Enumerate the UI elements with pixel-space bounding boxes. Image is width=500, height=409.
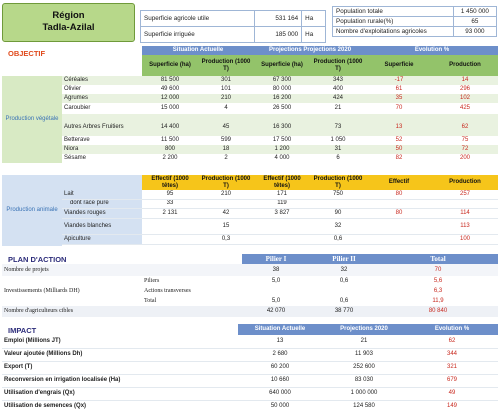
impact-label: Export (T) — [2, 361, 238, 374]
population-row — [333, 27, 497, 37]
col-superficie: Superficie (ha) — [142, 55, 198, 76]
surface-unit: Ha — [302, 27, 326, 43]
crop-name: Sésame — [62, 154, 142, 163]
table-row — [2, 374, 498, 387]
cell-value: 400 — [310, 85, 366, 94]
cell-value: 38 770 — [334, 308, 354, 314]
cell-evolution: 82 — [366, 154, 432, 163]
cell-value: 343 — [310, 76, 366, 85]
animal-name: dont race pure — [62, 199, 142, 208]
cell-value: 3 827 — [254, 208, 310, 218]
table-row — [2, 276, 498, 286]
cell-value: 80 000 — [254, 85, 310, 94]
cell-value: 0,6 — [339, 277, 349, 284]
cell-total: 70 — [434, 266, 442, 273]
cell-value: 21 — [322, 335, 406, 348]
crop-name: Caroubier — [62, 103, 142, 114]
cell-value: 424 — [310, 94, 366, 103]
table-row — [2, 154, 498, 163]
population-value: 93 000 — [453, 27, 496, 37]
cell-value: 2 131 — [142, 208, 198, 218]
table-row — [2, 234, 498, 244]
cell-total: 11,9 — [432, 297, 444, 304]
cell-value: 26 500 — [254, 103, 310, 114]
table-row — [2, 76, 498, 85]
cell-value: 101 — [198, 85, 254, 94]
col-production: Production (1000 T) — [198, 55, 254, 76]
surface-value: 185 000 — [255, 27, 302, 43]
cell-evolution: 344 — [406, 348, 498, 361]
cell-evolution: 114 — [432, 208, 498, 218]
cell-value: 750 — [310, 190, 366, 199]
cell-evolution: 13 — [366, 119, 432, 136]
impact-label: Utilisation de semences (Qx) — [2, 400, 238, 409]
cell-value: 32 — [310, 218, 366, 234]
cell-evolution: 14 — [432, 76, 498, 85]
cell-value: 15 — [198, 218, 254, 234]
col-superficie: Superficie — [366, 55, 432, 76]
cell-value: 640 000 — [238, 387, 322, 400]
table-row — [2, 119, 498, 136]
col-production: Production — [432, 175, 498, 190]
cell-evolution: -17 — [366, 76, 432, 85]
cell-evolution: 100 — [432, 234, 498, 244]
cell-total: 5,6 — [433, 277, 443, 284]
population-value: 1 450 000 — [453, 7, 496, 17]
cell-value: 15 000 — [142, 103, 198, 114]
header-actuelle: Situation Actuelle — [142, 46, 254, 55]
cell-value: 95 — [142, 190, 198, 199]
cell-value: 210 — [198, 94, 254, 103]
crop-name: Olivier — [62, 85, 142, 94]
cell-value: 2 200 — [142, 154, 198, 163]
impact-label: Valeur ajoutée (Millions Dh) — [2, 348, 238, 361]
cell-evolution: 35 — [366, 94, 432, 103]
surface-label: Superficie agricole utile — [141, 11, 255, 27]
cell-value: 4 000 — [254, 154, 310, 163]
cell-value — [142, 218, 198, 234]
spacer-row — [2, 244, 498, 246]
cell-evolution: 80 — [366, 208, 432, 218]
cell-value — [142, 234, 198, 244]
cell-value: 13 — [238, 335, 322, 348]
invest-label: Investissements (Milliards DH) — [4, 288, 80, 294]
region-label: Région — [52, 10, 85, 21]
table-row — [2, 85, 498, 94]
cell-value: 60 200 — [238, 361, 322, 374]
cell-value: 33 — [142, 199, 198, 208]
animal-name: Apiculture — [62, 234, 142, 244]
objectif-animal-table — [2, 175, 498, 246]
cell-value: 1 050 — [310, 136, 366, 145]
animal-header-row — [2, 175, 498, 190]
cell-evolution: 321 — [406, 361, 498, 374]
surface-row — [141, 27, 326, 43]
cell-value: 171 — [254, 190, 310, 199]
cell-value: 1 000 000 — [322, 387, 406, 400]
population-value: 65 — [453, 17, 496, 27]
impact-label: Utilisation d'engrais (Qx) — [2, 387, 238, 400]
cell-evolution: 80 — [366, 190, 432, 199]
cell-value: 1 200 — [254, 145, 310, 154]
agri-label: Nombre d'agriculteurs cibles — [4, 308, 74, 314]
cell-value: 11 903 — [322, 348, 406, 361]
objectif-vegetal-table — [2, 46, 498, 163]
plan-header-row — [2, 254, 498, 264]
header-total: Total — [378, 254, 498, 264]
cell-evolution: 296 — [432, 85, 498, 94]
impact-label: Reconversion en irrigation localisée (Ha) — [2, 374, 238, 387]
objectif-title: OBJECTIF — [8, 49, 46, 58]
col-superficie: Superficie (ha) — [254, 55, 310, 76]
animal-name: Viandes rouges — [62, 208, 142, 218]
cell-value: 800 — [142, 145, 198, 154]
cell-evolution: 72 — [432, 145, 498, 154]
cell-value: 599 — [198, 136, 254, 145]
cell-value: 2 680 — [238, 348, 322, 361]
header-projections: Projections Projections 2020 — [254, 46, 366, 55]
col-production: Production (1000 T) — [310, 175, 366, 190]
header-projections: Projections 2020 — [322, 324, 406, 335]
col-effectif: Effectif (1000 têtes) — [142, 175, 198, 190]
cell-evolution — [366, 218, 432, 234]
cell-value: 252 600 — [322, 361, 406, 374]
cell-value — [310, 286, 378, 296]
cell-value: 45 — [198, 119, 254, 136]
cell-evolution: 75 — [432, 136, 498, 145]
impact-title: IMPACT — [8, 326, 37, 335]
population-label: Nombre d'exploitations agricoles — [333, 27, 454, 37]
region-name: Tadla-Azilal — [42, 22, 95, 33]
cell-value — [242, 286, 310, 296]
cell-value: 90 — [310, 208, 366, 218]
cell-evolution: 61 — [366, 85, 432, 94]
cell-evolution: 257 — [432, 190, 498, 199]
table-row — [2, 190, 498, 199]
table-row — [2, 136, 498, 145]
cell-evolution — [366, 234, 432, 244]
cell-value — [310, 199, 366, 208]
header-pilier-1: Pilier I — [242, 254, 310, 264]
population-info-table — [332, 6, 497, 37]
table-row — [2, 199, 498, 208]
cell-value: 14 400 — [142, 119, 198, 136]
cell-value: 0,6 — [310, 234, 366, 244]
cell-value: 5,0 — [271, 297, 281, 304]
cell-value: 301 — [198, 76, 254, 85]
header-pilier-2: Pilier II — [310, 254, 378, 264]
cell-evolution: 200 — [432, 154, 498, 163]
group-header-row — [2, 46, 498, 55]
cell-value: 32 — [340, 266, 348, 273]
animal-name: Lait — [62, 190, 142, 199]
cell-value: 119 — [254, 199, 310, 208]
table-row — [2, 264, 498, 276]
cell-evolution — [366, 199, 432, 208]
cell-value: 0,3 — [198, 234, 254, 244]
table-row — [2, 208, 498, 218]
surface-unit: Ha — [302, 11, 326, 27]
col-effectif: Effectif — [366, 175, 432, 190]
cell-evolution: 425 — [432, 103, 498, 114]
cell-evolution: 149 — [406, 400, 498, 409]
cell-evolution: 62 — [432, 119, 498, 136]
table-row — [2, 94, 498, 103]
projets-label: Nombre de projets — [4, 266, 49, 273]
table-row — [2, 218, 498, 234]
col-production: Production (1000 T) — [310, 55, 366, 76]
col-effectif: Effectif (1000 têtes) — [254, 175, 310, 190]
table-row — [2, 145, 498, 154]
cell-value — [254, 218, 310, 234]
surface-row — [141, 11, 326, 27]
cell-evolution — [432, 199, 498, 208]
cell-value: 42 — [198, 208, 254, 218]
population-label: Population totale — [333, 7, 454, 17]
cell-value: 210 — [198, 190, 254, 199]
cell-value: 83 030 — [322, 374, 406, 387]
crop-name: Agrumes — [62, 94, 142, 103]
col-production: Production — [432, 55, 498, 76]
cell-total: 6,3 — [433, 287, 443, 294]
cell-value: 16 300 — [254, 119, 310, 136]
crop-name: Betterave — [62, 136, 142, 145]
table-row — [2, 103, 498, 114]
impact-label: Emploi (Millions JT) — [2, 335, 238, 348]
animal-name: Viandes blanches — [62, 218, 142, 234]
crop-name: Autres Arbres Fruitiers — [62, 119, 142, 136]
cell-evolution: 70 — [366, 103, 432, 114]
invest-sub-label: Piliers — [144, 277, 160, 284]
invest-sub-label: Actions transverses — [144, 287, 191, 294]
col-header-row — [2, 55, 498, 76]
cell-value: 31 — [310, 145, 366, 154]
surface-value: 531 164 — [255, 11, 302, 27]
cell-evolution: 49 — [406, 387, 498, 400]
cell-value: 67 300 — [254, 76, 310, 85]
plan-title: PLAN D'ACTION — [8, 255, 67, 264]
header-actuelle: Situation Actuelle — [238, 324, 322, 335]
cell-value: 18 — [198, 145, 254, 154]
cell-value: 5,0 — [271, 277, 281, 284]
cell-value: 38 — [272, 266, 280, 273]
table-row — [2, 400, 498, 409]
col-production: Production (1000 T) — [198, 175, 254, 190]
cell-evolution: 50 — [366, 145, 432, 154]
table-row — [2, 348, 498, 361]
table-row — [2, 361, 498, 374]
cell-value: 11 500 — [142, 136, 198, 145]
header-evolution: Evolution % — [406, 324, 498, 335]
cell-value: 73 — [310, 119, 366, 136]
cell-value: 10 660 — [238, 374, 322, 387]
vegetal-side-label: Production végétale — [2, 76, 62, 163]
surface-label: Superficie irriguée — [141, 27, 255, 43]
cell-value: 6 — [310, 154, 366, 163]
population-row — [333, 17, 497, 27]
cell-value: 50 000 — [238, 400, 322, 409]
cell-value — [198, 199, 254, 208]
cell-value: 0,6 — [339, 297, 349, 304]
cell-value: 17 500 — [254, 136, 310, 145]
cell-value: 124 580 — [322, 400, 406, 409]
cell-evolution: 102 — [432, 94, 498, 103]
region-title — [2, 3, 135, 42]
cell-value — [254, 234, 310, 244]
cell-evolution: 679 — [406, 374, 498, 387]
population-row — [333, 7, 497, 17]
table-row — [2, 306, 498, 317]
impact-table — [2, 324, 498, 409]
crop-name: Céréales — [62, 76, 142, 85]
plan-table — [2, 254, 498, 317]
cell-value: 4 — [198, 103, 254, 114]
cell-value: 12 000 — [142, 94, 198, 103]
table-row — [2, 335, 498, 348]
cell-evolution: 113 — [432, 218, 498, 234]
header-evolution: Evolution % — [366, 46, 498, 55]
cell-value: 21 — [310, 103, 366, 114]
table-row — [2, 387, 498, 400]
crop-name: Niora — [62, 145, 142, 154]
cell-value: 49 600 — [142, 85, 198, 94]
invest-sub-label: Total — [144, 297, 157, 304]
cell-value: 81 500 — [142, 76, 198, 85]
cell-evolution: 62 — [406, 335, 498, 348]
surface-info-table — [140, 10, 326, 43]
cell-total: 80 840 — [428, 308, 448, 314]
cell-evolution: 52 — [366, 136, 432, 145]
animal-side-label: Production animale — [2, 175, 62, 246]
cell-value: 42 070 — [266, 308, 286, 314]
cell-value: 2 — [198, 154, 254, 163]
impact-header-row — [2, 324, 498, 335]
population-label: Population rurale(%) — [333, 17, 454, 27]
cell-value: 16 200 — [254, 94, 310, 103]
